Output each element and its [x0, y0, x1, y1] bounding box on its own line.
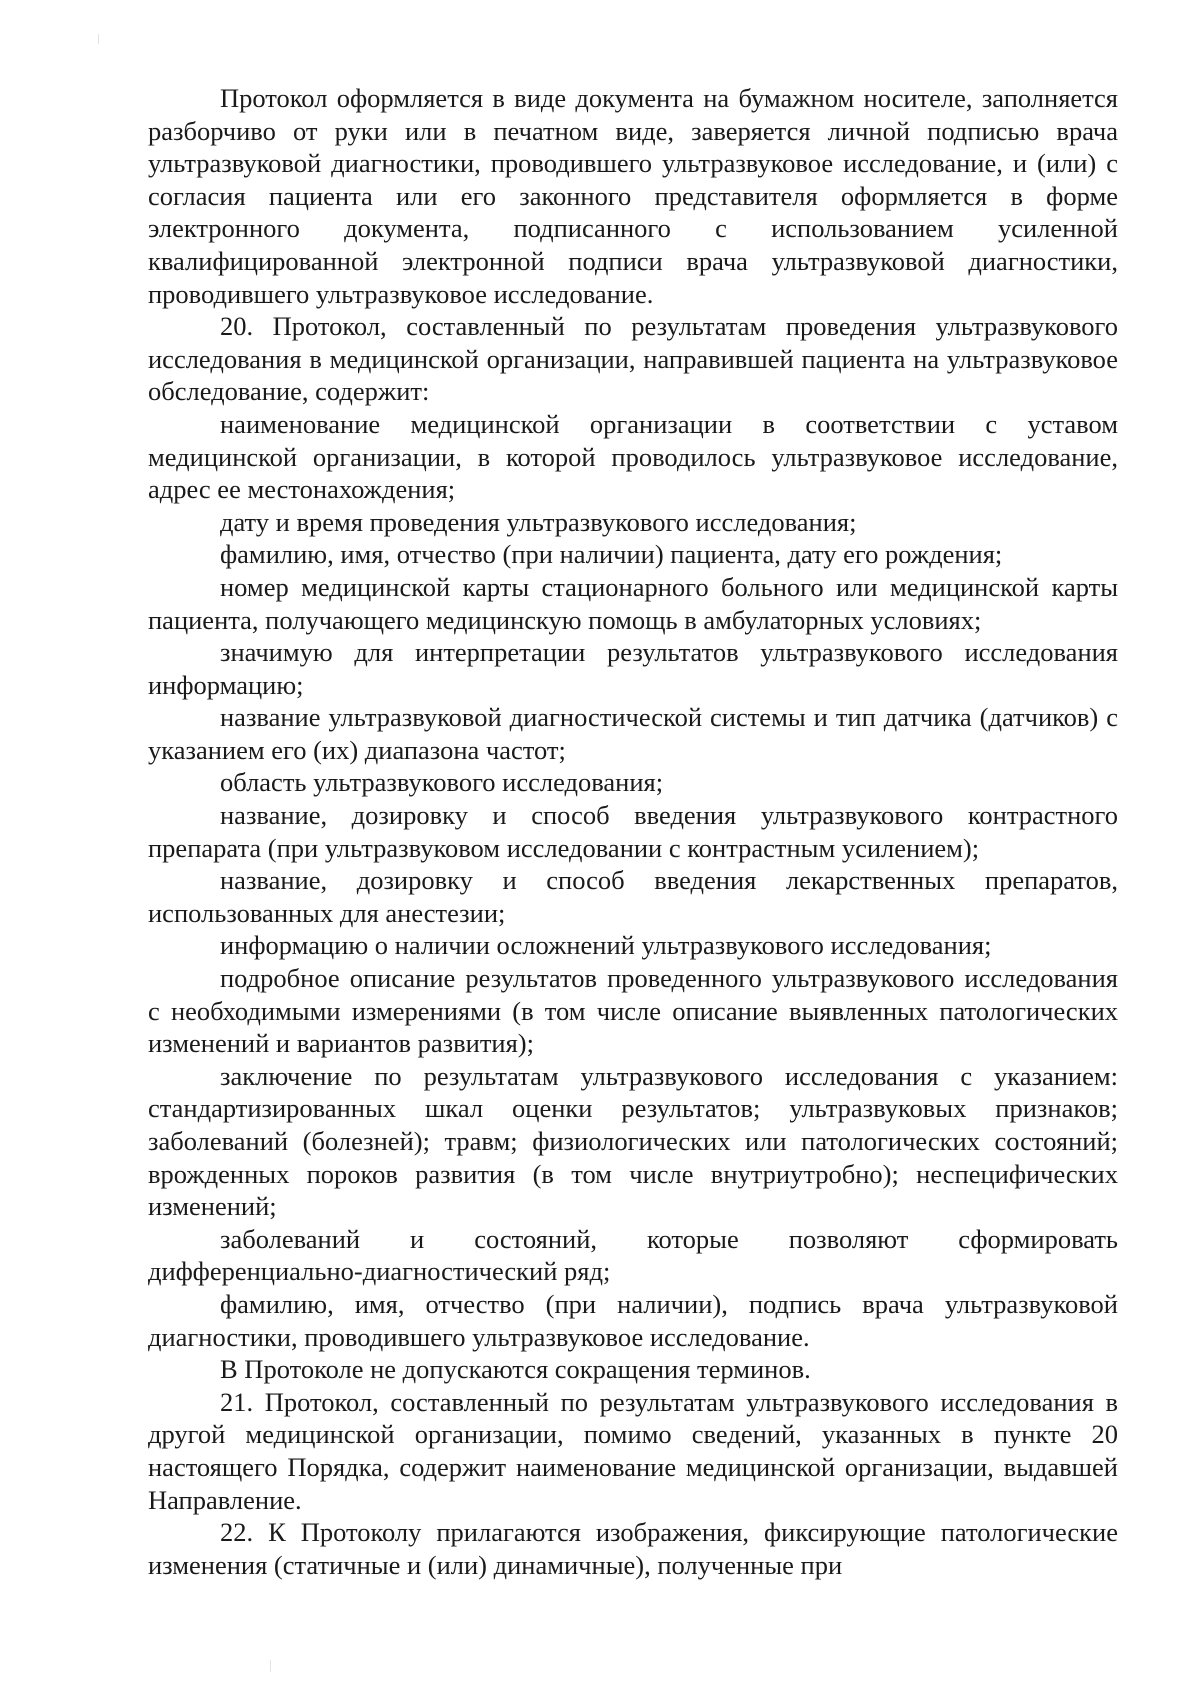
list-item-conclusion: заключение по результатам ультразвукового исследования с указанием: стандартизированных шкал оценки результатов; ультразвуковых признаков; заболеваний (болезней); травм; физиологических или патологических состояний; врожденных пороков развития (в том числе внутриутробно); неспецифических изменений;	[148, 1060, 1118, 1222]
list-item-medical-card: номер медицинской карты стационарного больного или медицинской карты пациента, получающего медицинскую помощь в амбулаторных условиях;	[148, 571, 1118, 635]
paragraph-item-20: 20. Протокол, составленный по результатам проведения ультразвукового исследования в медицинской организации, направившей пациента на ультразвуковое обследование, содержит:	[148, 311, 1118, 407]
paragraph-item-21: 21. Протокол, составленный по результатам ультразвукового исследования в другой медицинской организации, помимо сведений, указанных в пункте 20 настоящего Порядка, содержит наименование медицинской организации, выдавшей Направление.	[148, 1386, 1118, 1515]
list-item-differential-diagnosis: заболеваний и состояний, которые позволяют сформировать дифференциально-диагностический ряд;	[148, 1223, 1118, 1287]
list-item-contrast-agent: название, дозировку и способ введения ультразвукового контрастного препарата (при ультразвуковом исследовании с контрастным усилением);	[148, 800, 1118, 863]
list-item-significant-info: значимую для интерпретации результатов ультразвукового исследования информацию;	[148, 637, 1118, 700]
document-body	[148, 82, 1118, 1581]
list-item-anesthesia-drugs: название, дозировку и способ введения лекарственных препаратов, использованных для анестезии;	[148, 865, 1118, 928]
paragraph-no-abbreviations: В Протоколе не допускаются сокращения терминов.	[220, 1354, 811, 1385]
list-item-doctor-signature: фамилию, имя, отчество (при наличии), подпись врача ультразвуковой диагностики, проводившего ультразвуковое исследование.	[148, 1288, 1118, 1352]
list-item-system-sensor: название ультразвуковой диагностической системы и тип датчика (датчиков) с указанием его (их) диапазона частот;	[148, 702, 1118, 765]
scan-mark	[270, 1660, 271, 1672]
list-item-study-area: область ультразвукового исследования;	[220, 767, 664, 798]
list-item-patient-name: фамилию, имя, отчество (при наличии) пациента, дату его рождения;	[220, 539, 1003, 570]
paragraph-item-22: 22. К Протоколу прилагаются изображения, фиксирующие патологические изменения (статичные и (или) динамичные), полученные при	[148, 1517, 1118, 1580]
list-item-organization-name: наименование медицинской организации в соответствии с уставом медицинской организации, в которой проводилось ультразвуковое исследование, адрес ее местонахождения;	[148, 408, 1118, 505]
list-item-results-description: подробное описание результатов проведенного ультразвукового исследования с необходимыми измерениями (в том числе описание выявленных патологических изменений и вариантов развития);	[148, 963, 1118, 1059]
list-item-complications: информацию о наличии осложнений ультразвукового исследования;	[220, 930, 992, 961]
scan-mark	[98, 34, 99, 44]
paragraph-protocol-form: Протокол оформляется в виде документа на бумажном носителе, заполняется разборчиво от руки или в печатном виде, заверяется личной подписью врача ультразвуковой диагностики, проводившего ультразвуковое исследование, и (или) с согласия пациента или его законного представителя оформляется в форме электронного документа, подписанного с использованием усиленной квалифицированной электронной подписи врача ультразвуковой диагностики, проводившего ультразвуковое исследование.	[148, 83, 1118, 309]
list-item-date-time: дату и время проведения ультразвукового исследования;	[220, 506, 857, 537]
